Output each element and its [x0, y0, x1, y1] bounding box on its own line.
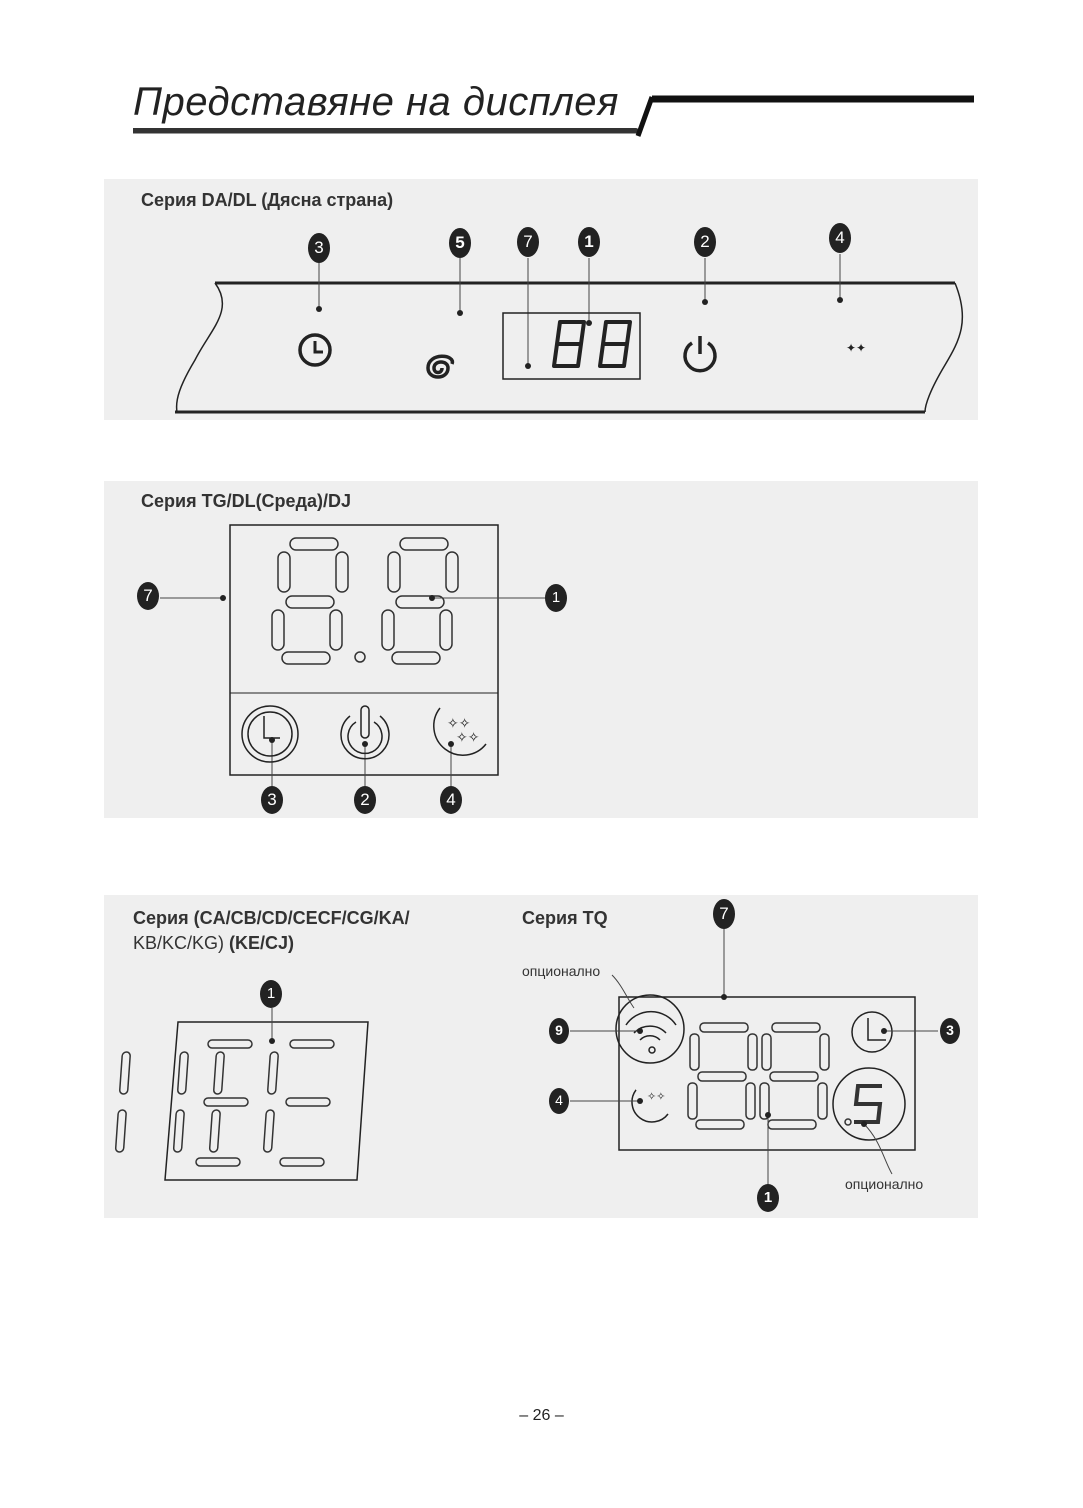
callout-1: 1: [584, 232, 594, 251]
tq-optional-bottom: опционално: [845, 1176, 924, 1192]
callout-3: 3: [267, 790, 277, 809]
callout-7: 7: [719, 904, 729, 923]
tq-optional-top: опционално: [522, 963, 601, 979]
callout-1: 1: [551, 589, 561, 606]
heading-ca-line2b: (KE/CJ): [229, 933, 295, 953]
svg-text:✧✧: ✧✧: [456, 730, 480, 746]
page-title: Представяне на дисплея: [133, 80, 619, 124]
callout-7: 7: [143, 586, 153, 605]
callout-5: 5: [455, 233, 465, 252]
callout-4: 4: [555, 1092, 563, 1108]
callout-9: 9: [555, 1022, 563, 1038]
callout-3: 3: [314, 238, 324, 257]
heading-tq: Серия TQ: [522, 908, 608, 928]
callout-1: 1: [266, 985, 276, 1002]
svg-text:✦✦: ✦✦: [846, 341, 867, 355]
svg-text:✧✧: ✧✧: [647, 1090, 666, 1103]
svg-text:✧✧: ✧✧: [447, 716, 471, 732]
callout-7: 7: [523, 232, 533, 251]
callout-4: 4: [835, 228, 845, 247]
heading-da-dl: Серия DA/DL (Дясна страна): [141, 190, 394, 210]
heading-ca-line1: Серия (CA/CB/CD/CECF/CG/KA/: [133, 908, 410, 928]
heading-ca-line2a: KB/KC/KG): [133, 933, 225, 953]
callout-2: 2: [360, 790, 370, 809]
page-number: – 26 –: [519, 1407, 564, 1424]
callout-1: 1: [763, 1189, 773, 1206]
heading-tg-dl-dj: Серия TG/DL(Среда)/DJ: [141, 491, 352, 511]
callout-4: 4: [446, 790, 456, 809]
callout-2: 2: [700, 232, 710, 251]
callout-3: 3: [946, 1022, 954, 1038]
